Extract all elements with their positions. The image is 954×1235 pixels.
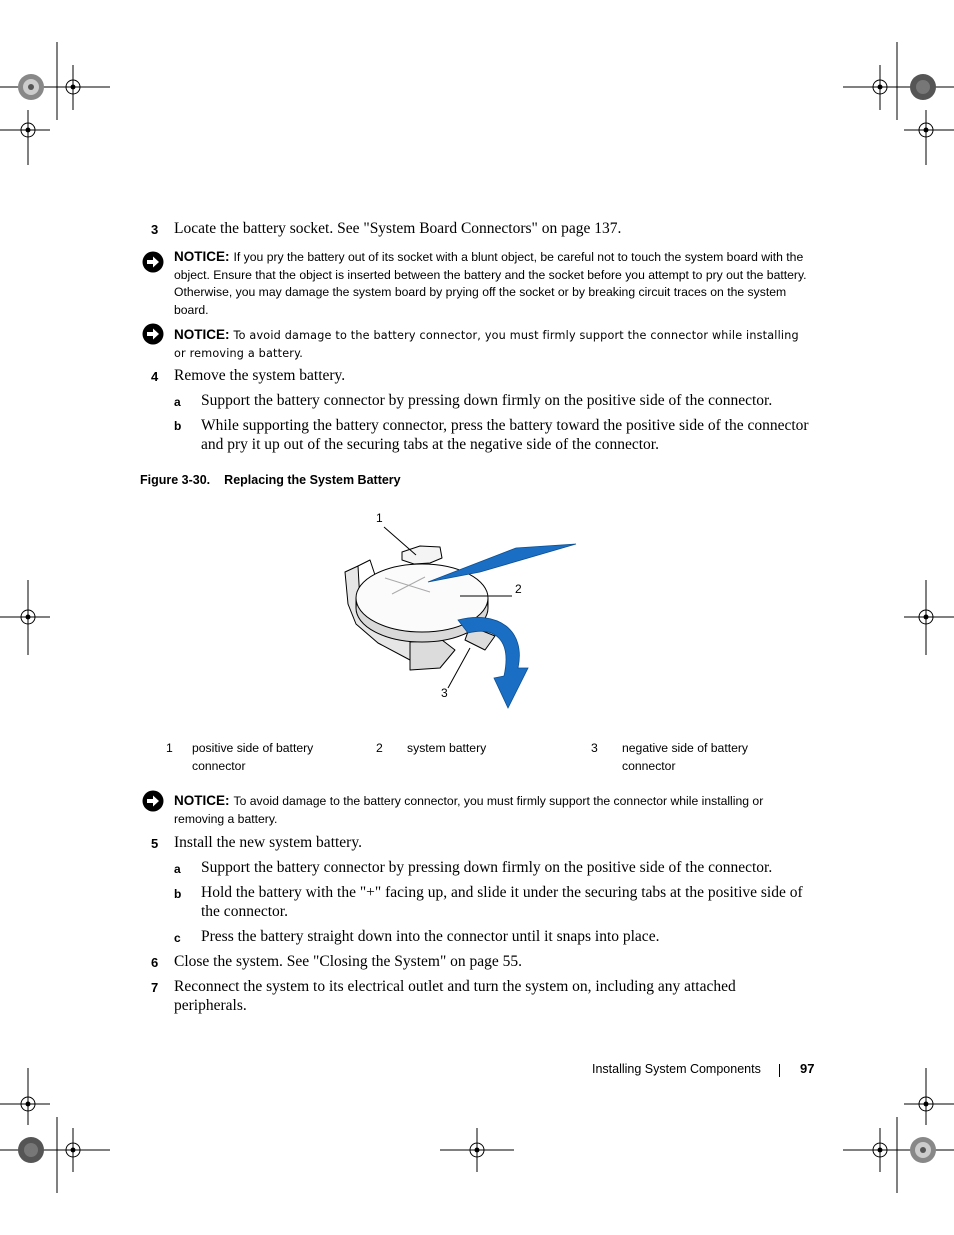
legend-text: system battery [407, 741, 487, 755]
legend-number: 2 [376, 741, 383, 755]
notice-text: If you pry the battery out of its socket with a blunt object, be careful not to touch the system board with the object. Ensure that the object is inserted between the battery and the socket before you attempt to pry out the battery. Otherwise, you may damage the system board by prying off the socket or by breaking circuit traces on the system board. [174, 250, 807, 317]
notice-arrow-icon [142, 323, 164, 345]
pry-arrow-icon [458, 617, 528, 708]
substep-letter: a [174, 395, 181, 409]
step-number: 5 [151, 836, 159, 851]
footer-section-title: Installing System Components [592, 1062, 761, 1076]
step-text: Remove the system battery. [174, 367, 346, 384]
step-number: 3 [151, 222, 159, 237]
legend-text: positive side of battery connector [192, 741, 314, 773]
notice-text: To avoid damage to the battery connector, you must firmly support the connector while installing or removing a battery. [174, 794, 764, 826]
battery-illustration [330, 500, 590, 715]
notice-arrow-icon [142, 251, 164, 273]
push-arrow-icon [428, 544, 576, 582]
legend-number: 1 [166, 741, 173, 755]
step-text: Reconnect the system to its electrical outlet and turn the system on, including any attached peripherals. [174, 978, 736, 1014]
notice-arrow-icon [142, 790, 164, 812]
notice-block [174, 326, 814, 362]
notice-block [174, 248, 814, 319]
figure-number: Figure 3-30. [140, 473, 211, 487]
legend-number: 3 [591, 741, 598, 755]
step-number: 6 [151, 955, 159, 970]
callout-number: 3 [441, 686, 448, 700]
substep-text: Press the battery straight down into the connector until it snaps into place. [201, 928, 660, 945]
notice-label: NOTICE: [174, 249, 230, 264]
page-number: 97 [800, 1061, 815, 1076]
step-text: Locate the battery socket. See "System Board Connectors" on page 137. [174, 220, 622, 237]
substep-letter: b [174, 419, 182, 433]
substep-letter: c [174, 931, 181, 945]
callout-number: 1 [376, 511, 383, 525]
figure-caption [140, 473, 401, 487]
notice-block [174, 792, 814, 828]
substep-text: Support the battery connector by pressing down firmly on the positive side of the connector. [201, 859, 773, 876]
notice-label: NOTICE: [174, 793, 230, 808]
legend-text: negative side of battery connector [622, 741, 749, 773]
step-text: Install the new system battery. [174, 834, 362, 851]
footer-divider [779, 1064, 780, 1077]
figure-title: Replacing the System Battery [224, 473, 401, 487]
substep-text: Hold the battery with the "+" facing up, and slide it under the securing tabs at the positive side of the connector. [201, 884, 803, 920]
substep-text: While supporting the battery connector, press the battery toward the positive side of the connector and pry it up out of the securing tabs at the negative side of the connector. [201, 417, 809, 453]
step-number: 4 [151, 369, 159, 384]
callout-number: 2 [515, 582, 522, 596]
substep-text: Support the battery connector by pressing down firmly on the positive side of the connector. [201, 392, 773, 409]
substep-letter: b [174, 887, 182, 901]
step-text: Close the system. See "Closing the System" on page 55. [174, 953, 523, 970]
notice-label: NOTICE: [174, 327, 230, 342]
step-number: 7 [151, 980, 159, 995]
substep-letter: a [174, 862, 181, 876]
notice-text: To avoid damage to the battery connector, you must firmly support the connector while installing or removing a battery. [174, 329, 799, 360]
